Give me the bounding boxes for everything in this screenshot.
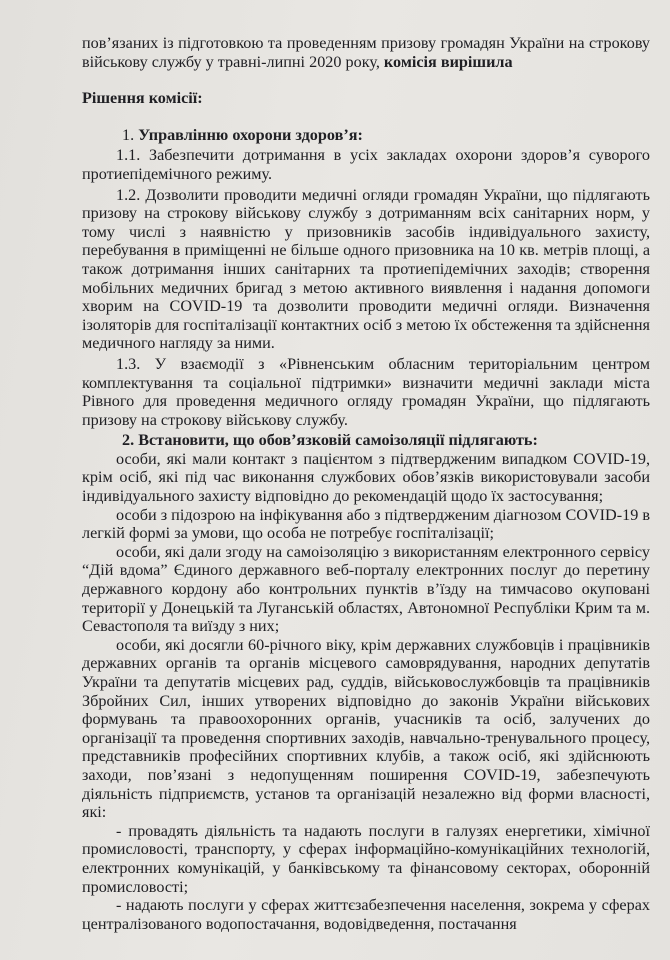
decision-heading: Рішення комісії: (82, 89, 203, 108)
section1-item-1-1: 1.1. Забезпечити дотримання в усіх закладах охорони здоров’я суворого протиепідемічного режиму. (82, 146, 650, 183)
intro-paragraph (82, 34, 650, 71)
section2-dash-item-2: - надають послуги у сферах життєзабезпечення населення, зокрема у сферах централізованого водопостачання, водовідведення, постачання (82, 896, 650, 933)
section2-paragraph-4: особи, які досягли 60-річного віку, крім державних службовців і працівників державних органів та органів місцевого самоврядування, народних депутатів України та депутатів місцевих рад, суддів, військовослужбовців та працівників Збройних Сил, інших утворених відповідно до законів України військових формувань та правоохоронних органів, учасників та осіб, залучених до організації та проведення спортивних заходів, навчально-тренувального процесу, представників професійних спортивних клубів, а також осіб, які здійснюють заходи, пов’язані з недопущенням поширення COVID-19, забезпечують діяльність підприємств, установ та організацій незалежно від форми власності, які: (82, 635, 650, 822)
section1-title-text: Управлінню охорони здоров’я: (138, 125, 363, 144)
intro-bold-text: комісія вирішила (383, 52, 513, 71)
section1-item-1-2: 1.2. Дозволити проводити медичні огляди громадян України, що підлягають призову на строкову військову службу з дотриманням всіх санітарних норм, у тому числі з наявністю у призовників засобів індивідуального захисту, перебування в приміщенні не більше одного призовника на 10 кв. метрів площі, а також дотримання інших санітарних та протиепідемічних заходів; створення мобільних медичних бригад з метою активного виявлення і надання допомоги хворим на COVID-19 та дозволити проводити медичні огляди. Визначення ізоляторів для госпіталізації контактних осіб з метою їх обстеження та здійснення медичного нагляду за ними. (82, 185, 650, 353)
section2-paragraph-2: особи з підозрою на інфікування або з підтвердженим діагнозом COVID-19 в легкій формі за умови, що особа не потребує госпіталізації; (82, 505, 650, 543)
intro-text: пов’язаних із підготовкою та проведенням призову громадян України на строкову військову службу у травні-липні 2020 року, (82, 34, 650, 71)
section1-title (82, 126, 650, 145)
section1-title-num: 1. (122, 125, 139, 144)
section1-item-1-3: 1.3. У взаємодії з «Рівненським обласним територіальним центром комплектування та соціальної підтримки» визначити медичні заклади міста Рівного для проведення медичного огляду громадян України, що підлягають призову на строкову військову службу. (82, 354, 650, 429)
section2-title: 2. Встановити, що обов’язковій самоізоляції підлягають: (122, 431, 538, 450)
section2-paragraph-1: особи, які мали контакт з пацієнтом з підтвердженим випадком COVID-19, крім осіб, які під час виконання службових обов’язків використовували засоби індивідуального захисту відповідно до рекомендацій щодо їх застосування; (82, 449, 650, 506)
section2-dash-item-1: - провадять діяльність та надають послуги в галузях енергетики, хімічної промисловості, транспорту, у сферах інформаційно-комунікаційних технологій, електронних комунікацій, у банківському та фінансовому секторах, оборонній промисловості; (82, 821, 650, 896)
section2-paragraph-3: особи, які дали згоду на самоізоляцію з використанням електронного сервісу “Дій вдома” Єдиного державного веб-порталу електронних послуг до перетину державного кордону або контрольних пунктів в’їзду на тимчасово окуповані території у Донецькій та Луганській областях, Автономної Республіки Крим та м. Севастополя та виїзду з них; (82, 542, 650, 636)
